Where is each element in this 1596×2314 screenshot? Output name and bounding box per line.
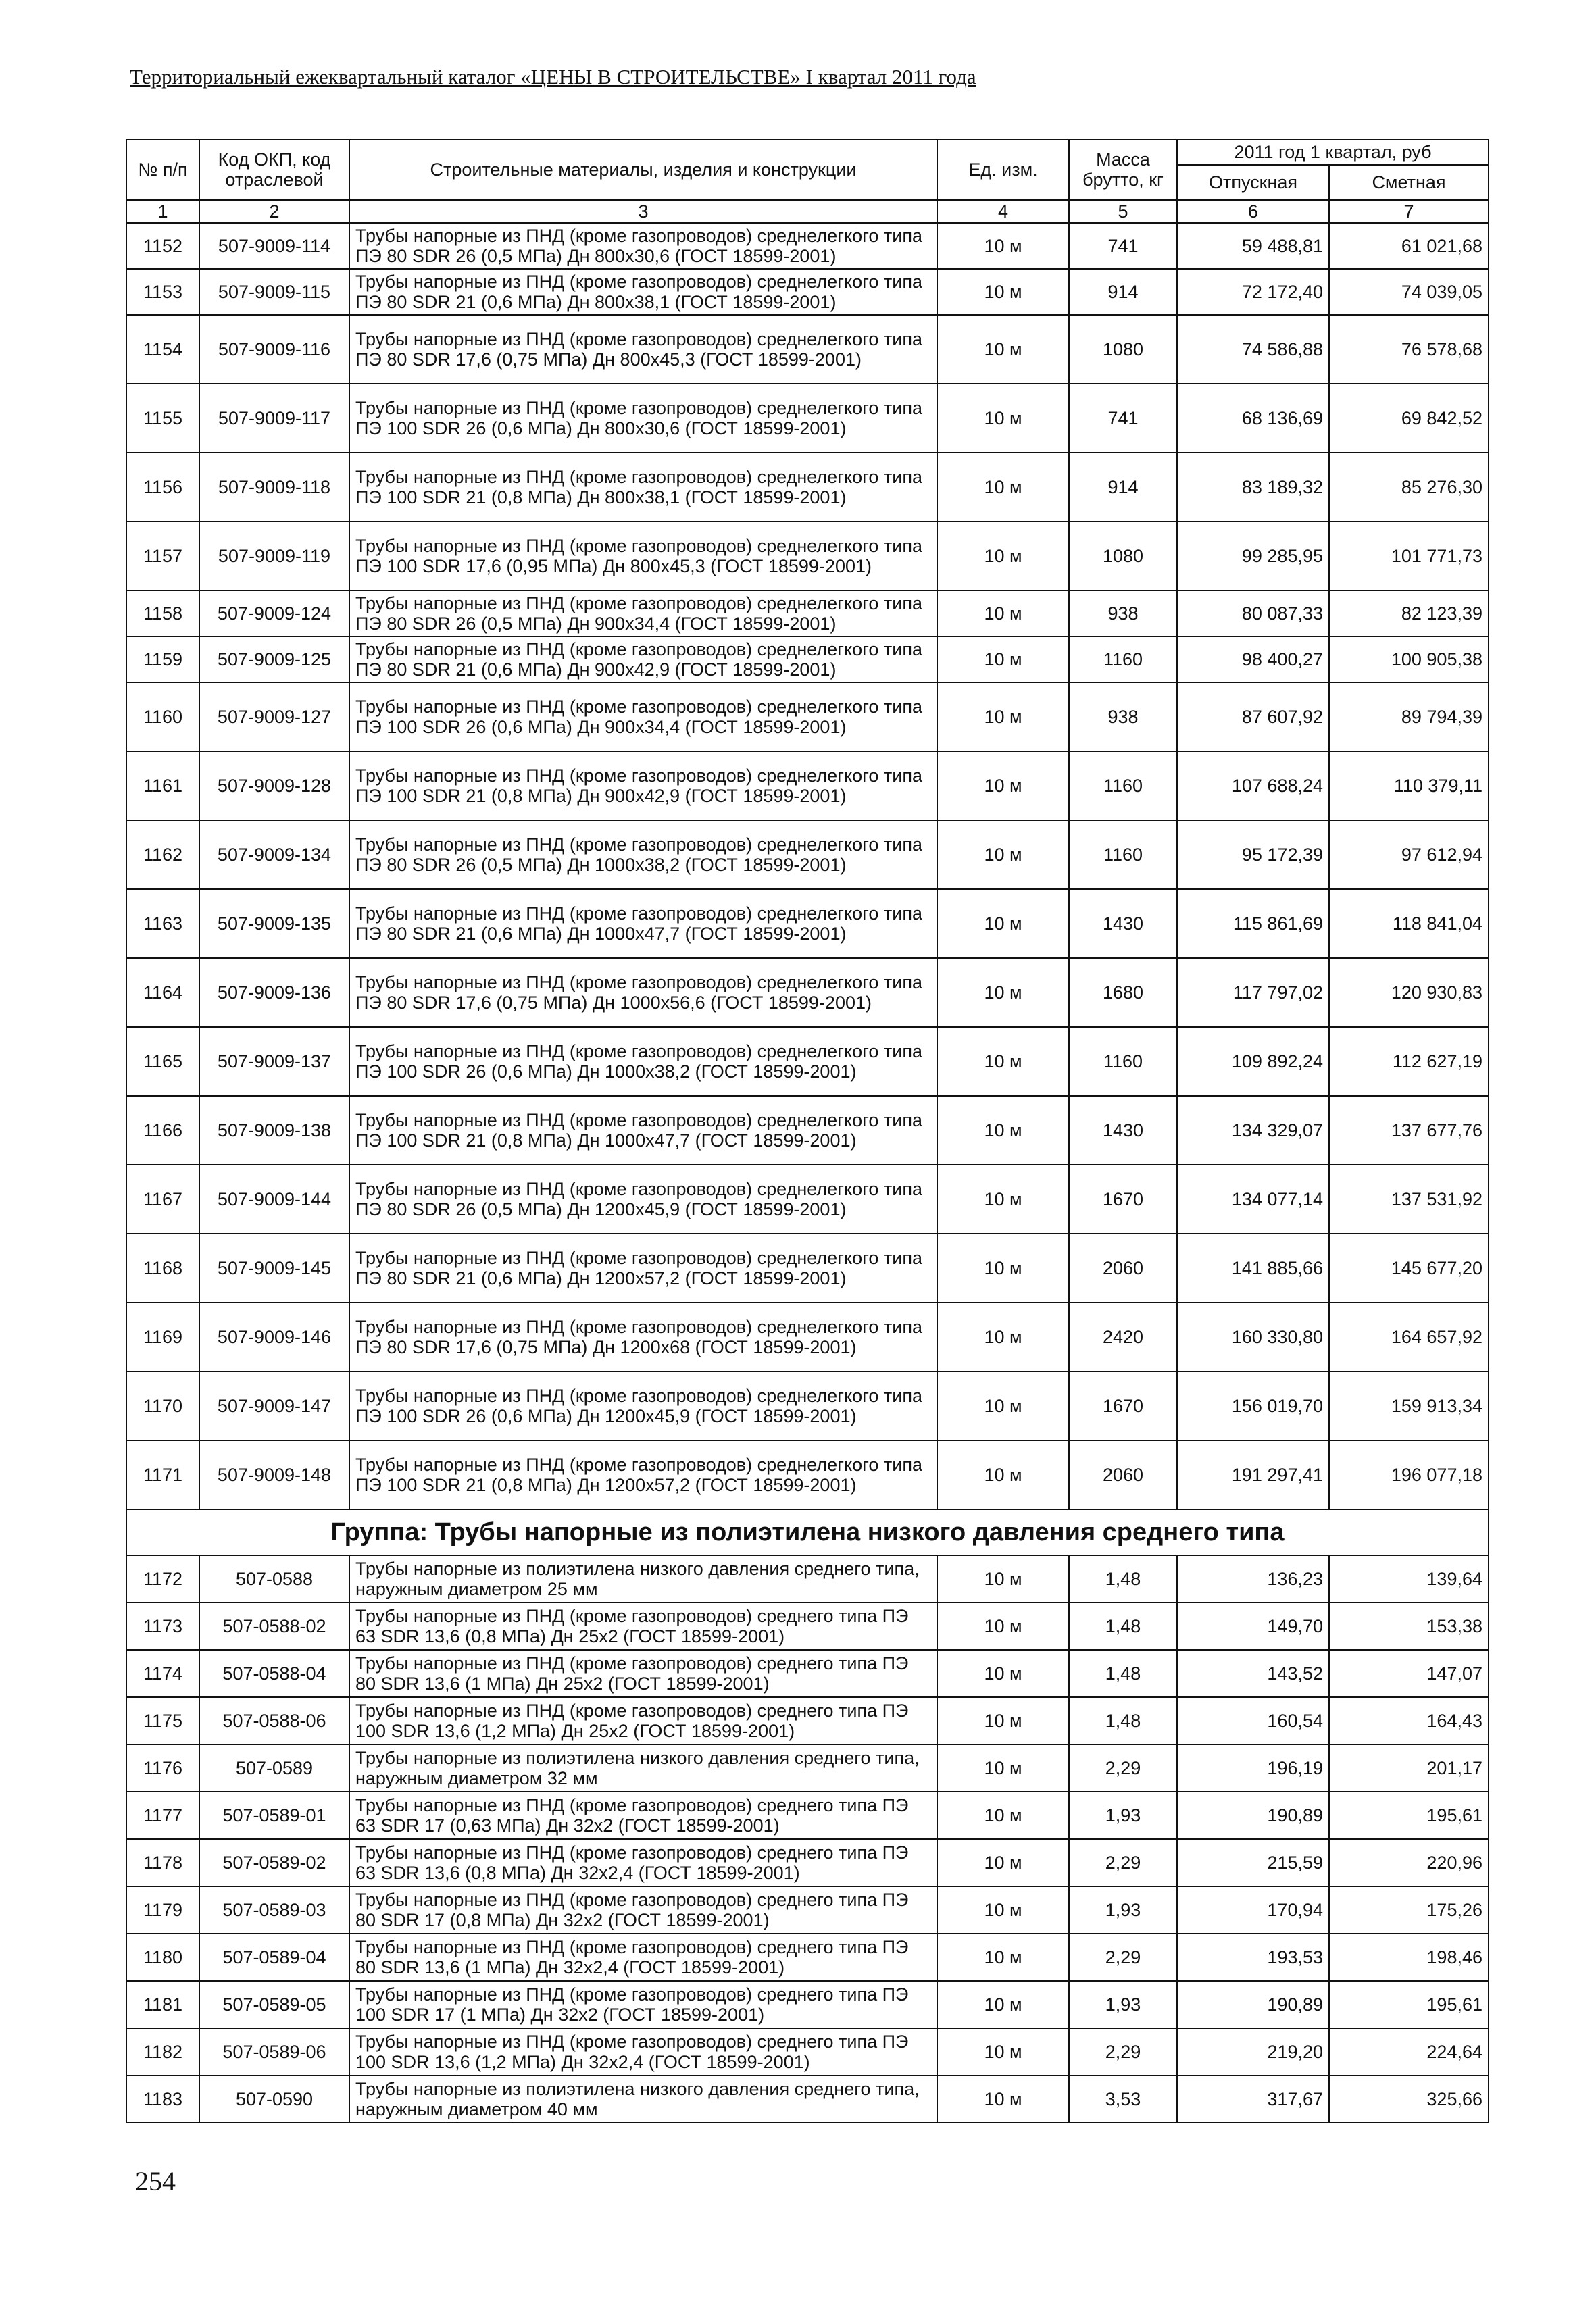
cell-estimate-price: 74 039,05 — [1329, 269, 1489, 315]
cell-mass: 938 — [1069, 682, 1177, 751]
cell-number: 1181 — [126, 1981, 199, 2028]
cell-number: 1183 — [126, 2076, 199, 2123]
cell-number: 1178 — [126, 1839, 199, 1886]
table-row — [126, 820, 1489, 889]
cell-unit: 10 м — [937, 1027, 1069, 1096]
col-header-unit: Ед. изм. — [937, 139, 1069, 200]
cell-mass: 938 — [1069, 590, 1177, 636]
col-header-mass: Масса брутто, кг — [1069, 139, 1177, 200]
cell-code: 507-9009-114 — [199, 223, 349, 269]
cell-release-price: 68 136,69 — [1177, 384, 1329, 453]
cell-estimate-price: 164,43 — [1329, 1697, 1489, 1744]
cell-estimate-price: 137 531,92 — [1329, 1165, 1489, 1234]
cell-unit: 10 м — [937, 1440, 1069, 1509]
cell-unit: 10 м — [937, 636, 1069, 682]
cell-mass: 1160 — [1069, 636, 1177, 682]
cell-mass: 914 — [1069, 453, 1177, 522]
cell-release-price: 80 087,33 — [1177, 590, 1329, 636]
cell-description: Трубы напорные из ПНД (кроме газопроводов) среднего типа ПЭ 80 SDR 13,6 (1 МПа) Дн 32x2,4 (ГОСТ 18599-2001) — [349, 1934, 937, 1981]
cell-release-price: 196,19 — [1177, 1744, 1329, 1792]
cell-estimate-price: 325,66 — [1329, 2076, 1489, 2123]
cell-description: Трубы напорные из ПНД (кроме газопроводов) среднелегкого типа ПЭ 80 SDR 21 (0,6 МПа) Дн 1200x57,2 (ГОСТ 18599-2001) — [349, 1234, 937, 1303]
cell-release-price: 149,70 — [1177, 1603, 1329, 1650]
cell-number: 1173 — [126, 1603, 199, 1650]
cell-number: 1170 — [126, 1372, 199, 1440]
cell-description: Трубы напорные из ПНД (кроме газопроводов) среднего типа ПЭ 80 SDR 13,6 (1 МПа) Дн 25x2 (ГОСТ 18599-2001) — [349, 1650, 937, 1697]
cell-estimate-price: 110 379,11 — [1329, 751, 1489, 820]
cell-description: Трубы напорные из ПНД (кроме газопроводов) среднего типа ПЭ 63 SDR 13,6 (0,8 МПа) Дн 25x2 (ГОСТ 18599-2001) — [349, 1603, 937, 1650]
table-row — [126, 1650, 1489, 1697]
cell-unit: 10 м — [937, 751, 1069, 820]
cell-mass: 1160 — [1069, 820, 1177, 889]
cell-code: 507-9009-144 — [199, 1165, 349, 1234]
cell-mass: 1670 — [1069, 1165, 1177, 1234]
cell-unit: 10 м — [937, 223, 1069, 269]
table-row — [126, 2028, 1489, 2076]
cell-unit: 10 м — [937, 590, 1069, 636]
cell-unit: 10 м — [937, 1886, 1069, 1934]
table-row — [126, 682, 1489, 751]
cell-number: 1171 — [126, 1440, 199, 1509]
cell-code: 507-0589-02 — [199, 1839, 349, 1886]
cell-description: Трубы напорные из ПНД (кроме газопроводов) среднелегкого типа ПЭ 80 SDR 17,6 (0,75 МПа) Дн 1200x68 (ГОСТ 18599-2001) — [349, 1303, 937, 1372]
cell-code: 507-9009-147 — [199, 1372, 349, 1440]
cell-mass: 1,48 — [1069, 1650, 1177, 1697]
cell-code: 507-0589-03 — [199, 1886, 349, 1934]
cell-code: 507-9009-138 — [199, 1096, 349, 1165]
cell-mass: 1,48 — [1069, 1603, 1177, 1650]
cell-unit: 10 м — [937, 315, 1069, 384]
cell-mass: 2,29 — [1069, 1934, 1177, 1981]
cell-estimate-price: 201,17 — [1329, 1744, 1489, 1792]
cell-release-price: 193,53 — [1177, 1934, 1329, 1981]
col-index: 3 — [349, 200, 937, 223]
cell-estimate-price: 118 841,04 — [1329, 889, 1489, 958]
table-row — [126, 1839, 1489, 1886]
cell-unit: 10 м — [937, 1744, 1069, 1792]
cell-description: Трубы напорные из ПНД (кроме газопроводов) среднелегкого типа ПЭ 100 SDR 26 (0,6 МПа) Дн 800x30,6 (ГОСТ 18599-2001) — [349, 384, 937, 453]
cell-estimate-price: 195,61 — [1329, 1792, 1489, 1839]
table-row — [126, 1697, 1489, 1744]
table-row — [126, 1096, 1489, 1165]
cell-number: 1166 — [126, 1096, 199, 1165]
cell-code: 507-0589 — [199, 1744, 349, 1792]
col-header-estimate-price: Сметная — [1329, 165, 1489, 200]
cell-estimate-price: 159 913,34 — [1329, 1372, 1489, 1440]
table-row — [126, 522, 1489, 590]
cell-unit: 10 м — [937, 1603, 1069, 1650]
cell-number: 1172 — [126, 1555, 199, 1603]
cell-number: 1154 — [126, 315, 199, 384]
cell-description: Трубы напорные из ПНД (кроме газопроводов) среднего типа ПЭ 80 SDR 17 (0,8 МПа) Дн 32x2 (ГОСТ 18599-2001) — [349, 1886, 937, 1934]
cell-number: 1180 — [126, 1934, 199, 1981]
table-row — [126, 751, 1489, 820]
cell-code: 507-0588 — [199, 1555, 349, 1603]
cell-mass: 1,93 — [1069, 1981, 1177, 2028]
col-index: 5 — [1069, 200, 1177, 223]
cell-code: 507-9009-125 — [199, 636, 349, 682]
cell-number: 1155 — [126, 384, 199, 453]
cell-estimate-price: 195,61 — [1329, 1981, 1489, 2028]
cell-number: 1156 — [126, 453, 199, 522]
cell-number: 1177 — [126, 1792, 199, 1839]
col-index: 4 — [937, 200, 1069, 223]
cell-mass: 2420 — [1069, 1303, 1177, 1372]
cell-number: 1163 — [126, 889, 199, 958]
col-index: 1 — [126, 200, 199, 223]
cell-description: Трубы напорные из ПНД (кроме газопроводов) среднелегкого типа ПЭ 80 SDR 17,6 (0,75 МПа) Дн 800x45,3 (ГОСТ 18599-2001) — [349, 315, 937, 384]
cell-code: 507-9009-117 — [199, 384, 349, 453]
cell-number: 1175 — [126, 1697, 199, 1744]
col-header-code: Код ОКП, код отраслевой — [199, 139, 349, 200]
cell-number: 1162 — [126, 820, 199, 889]
cell-estimate-price: 69 842,52 — [1329, 384, 1489, 453]
cell-release-price: 134 329,07 — [1177, 1096, 1329, 1165]
cell-mass: 2,29 — [1069, 1744, 1177, 1792]
cell-number: 1167 — [126, 1165, 199, 1234]
cell-release-price: 115 861,69 — [1177, 889, 1329, 958]
cell-unit: 10 м — [937, 2028, 1069, 2076]
cell-release-price: 219,20 — [1177, 2028, 1329, 2076]
cell-release-price: 190,89 — [1177, 1981, 1329, 2028]
cell-unit: 10 м — [937, 1839, 1069, 1886]
cell-unit: 10 м — [937, 1165, 1069, 1234]
cell-code: 507-0589-04 — [199, 1934, 349, 1981]
cell-unit: 10 м — [937, 1555, 1069, 1603]
cell-description: Трубы напорные из полиэтилена низкого давления среднего типа, наружным диаметром 32 мм — [349, 1744, 937, 1792]
group-title: Группа: Трубы напорные из полиэтилена низкого давления среднего типа — [126, 1509, 1489, 1555]
cell-number: 1153 — [126, 269, 199, 315]
cell-number: 1161 — [126, 751, 199, 820]
cell-description: Трубы напорные из ПНД (кроме газопроводов) среднелегкого типа ПЭ 80 SDR 26 (0,5 МПа) Дн 1000x38,2 (ГОСТ 18599-2001) — [349, 820, 937, 889]
cell-code: 507-9009-128 — [199, 751, 349, 820]
cell-code: 507-0590 — [199, 2076, 349, 2123]
cell-unit: 10 м — [937, 820, 1069, 889]
cell-estimate-price: 85 276,30 — [1329, 453, 1489, 522]
cell-release-price: 59 488,81 — [1177, 223, 1329, 269]
cell-number: 1176 — [126, 1744, 199, 1792]
cell-mass: 1,93 — [1069, 1886, 1177, 1934]
cell-number: 1157 — [126, 522, 199, 590]
cell-code: 507-9009-136 — [199, 958, 349, 1027]
cell-description: Трубы напорные из ПНД (кроме газопроводов) среднелегкого типа ПЭ 100 SDR 21 (0,8 МПа) Дн 1000x47,7 (ГОСТ 18599-2001) — [349, 1096, 937, 1165]
table-row — [126, 889, 1489, 958]
cell-unit: 10 м — [937, 958, 1069, 1027]
cell-unit: 10 м — [937, 1650, 1069, 1697]
cell-description: Трубы напорные из ПНД (кроме газопроводов) среднелегкого типа ПЭ 100 SDR 26 (0,6 МПа) Дн 1200x45,9 (ГОСТ 18599-2001) — [349, 1372, 937, 1440]
table-header — [126, 139, 1489, 223]
col-index: 2 — [199, 200, 349, 223]
table-row — [126, 1165, 1489, 1234]
cell-code: 507-9009-119 — [199, 522, 349, 590]
cell-unit: 10 м — [937, 453, 1069, 522]
table-row — [126, 2076, 1489, 2123]
cell-description: Трубы напорные из ПНД (кроме газопроводов) среднелегкого типа ПЭ 80 SDR 21 (0,6 МПа) Дн 800x38,1 (ГОСТ 18599-2001) — [349, 269, 937, 315]
cell-code: 507-9009-148 — [199, 1440, 349, 1509]
cell-description: Трубы напорные из ПНД (кроме газопроводов) среднего типа ПЭ 63 SDR 13,6 (0,8 МПа) Дн 32x2,4 (ГОСТ 18599-2001) — [349, 1839, 937, 1886]
cell-release-price: 215,59 — [1177, 1839, 1329, 1886]
cell-release-price: 191 297,41 — [1177, 1440, 1329, 1509]
cell-unit: 10 м — [937, 384, 1069, 453]
cell-mass: 2,29 — [1069, 1839, 1177, 1886]
cell-estimate-price: 175,26 — [1329, 1886, 1489, 1934]
cell-code: 507-9009-116 — [199, 315, 349, 384]
cell-unit: 10 м — [937, 1981, 1069, 2028]
cell-code: 507-0588-04 — [199, 1650, 349, 1697]
cell-mass: 2,29 — [1069, 2028, 1177, 2076]
table-row — [126, 1440, 1489, 1509]
cell-release-price: 317,67 — [1177, 2076, 1329, 2123]
table-row — [126, 223, 1489, 269]
table-row — [126, 1234, 1489, 1303]
cell-release-price: 136,23 — [1177, 1555, 1329, 1603]
table-body-medium-type — [126, 1555, 1489, 2123]
cell-description: Трубы напорные из ПНД (кроме газопроводов) среднелегкого типа ПЭ 80 SDR 21 (0,6 МПа) Дн 1000x47,7 (ГОСТ 18599-2001) — [349, 889, 937, 958]
col-header-materials: Строительные материалы, изделия и конструкции — [349, 139, 937, 200]
cell-estimate-price: 196 077,18 — [1329, 1440, 1489, 1509]
col-index: 7 — [1329, 200, 1489, 223]
cell-number: 1159 — [126, 636, 199, 682]
cell-number: 1182 — [126, 2028, 199, 2076]
cell-estimate-price: 145 677,20 — [1329, 1234, 1489, 1303]
cell-mass: 1,48 — [1069, 1697, 1177, 1744]
cell-unit: 10 м — [937, 2076, 1069, 2123]
price-table — [126, 139, 1489, 2123]
cell-estimate-price: 139,64 — [1329, 1555, 1489, 1603]
cell-release-price: 109 892,24 — [1177, 1027, 1329, 1096]
cell-description: Трубы напорные из ПНД (кроме газопроводов) среднелегкого типа ПЭ 100 SDR 26 (0,6 МПа) Дн 1000x38,2 (ГОСТ 18599-2001) — [349, 1027, 937, 1096]
cell-mass: 1080 — [1069, 315, 1177, 384]
cell-release-price: 156 019,70 — [1177, 1372, 1329, 1440]
cell-number: 1179 — [126, 1886, 199, 1934]
cell-mass: 1,48 — [1069, 1555, 1177, 1603]
cell-release-price: 107 688,24 — [1177, 751, 1329, 820]
cell-estimate-price: 120 930,83 — [1329, 958, 1489, 1027]
cell-estimate-price: 82 123,39 — [1329, 590, 1489, 636]
cell-mass: 741 — [1069, 384, 1177, 453]
cell-estimate-price: 224,64 — [1329, 2028, 1489, 2076]
cell-unit: 10 м — [937, 1697, 1069, 1744]
cell-mass: 1430 — [1069, 889, 1177, 958]
cell-mass: 1,93 — [1069, 1792, 1177, 1839]
cell-estimate-price: 147,07 — [1329, 1650, 1489, 1697]
cell-mass: 1160 — [1069, 751, 1177, 820]
cell-code: 507-9009-118 — [199, 453, 349, 522]
cell-unit: 10 м — [937, 522, 1069, 590]
cell-number: 1158 — [126, 590, 199, 636]
cell-release-price: 72 172,40 — [1177, 269, 1329, 315]
cell-mass: 3,53 — [1069, 2076, 1177, 2123]
table-row — [126, 1027, 1489, 1096]
cell-mass: 2060 — [1069, 1234, 1177, 1303]
cell-description: Трубы напорные из ПНД (кроме газопроводов) среднелегкого типа ПЭ 100 SDR 21 (0,8 МПа) Дн 800x38,1 (ГОСТ 18599-2001) — [349, 453, 937, 522]
cell-number: 1169 — [126, 1303, 199, 1372]
table-row — [126, 1981, 1489, 2028]
cell-number: 1168 — [126, 1234, 199, 1303]
cell-unit: 10 м — [937, 1096, 1069, 1165]
column-index-row — [126, 200, 1489, 223]
cell-release-price: 190,89 — [1177, 1792, 1329, 1839]
cell-estimate-price: 76 578,68 — [1329, 315, 1489, 384]
table-row — [126, 315, 1489, 384]
cell-description: Трубы напорные из полиэтилена низкого давления среднего типа, наружным диаметром 40 мм — [349, 2076, 937, 2123]
cell-mass: 1670 — [1069, 1372, 1177, 1440]
table-row — [126, 1934, 1489, 1981]
cell-estimate-price: 112 627,19 — [1329, 1027, 1489, 1096]
col-header-period: 2011 год 1 квартал, руб — [1177, 139, 1489, 165]
cell-description: Трубы напорные из ПНД (кроме газопроводов) среднелегкого типа ПЭ 80 SDR 17,6 (0,75 МПа) Дн 1000x56,6 (ГОСТ 18599-2001) — [349, 958, 937, 1027]
cell-description: Трубы напорные из ПНД (кроме газопроводов) среднего типа ПЭ 100 SDR 13,6 (1,2 МПа) Дн 32x2,4 (ГОСТ 18599-2001) — [349, 2028, 937, 2076]
cell-unit: 10 м — [937, 1792, 1069, 1839]
table-row — [126, 1603, 1489, 1650]
cell-estimate-price: 137 677,76 — [1329, 1096, 1489, 1165]
cell-estimate-price: 198,46 — [1329, 1934, 1489, 1981]
cell-description: Трубы напорные из ПНД (кроме газопроводов) среднелегкого типа ПЭ 100 SDR 21 (0,8 МПа) Дн 900x42,9 (ГОСТ 18599-2001) — [349, 751, 937, 820]
cell-release-price: 160 330,80 — [1177, 1303, 1329, 1372]
cell-number: 1174 — [126, 1650, 199, 1697]
cell-release-price: 143,52 — [1177, 1650, 1329, 1697]
table-row — [126, 1372, 1489, 1440]
cell-code: 507-0589-06 — [199, 2028, 349, 2076]
cell-description: Трубы напорные из ПНД (кроме газопроводов) среднелегкого типа ПЭ 80 SDR 26 (0,5 МПа) Дн 800x30,6 (ГОСТ 18599-2001) — [349, 223, 937, 269]
cell-unit: 10 м — [937, 1934, 1069, 1981]
cell-description: Трубы напорные из ПНД (кроме газопроводов) среднего типа ПЭ 100 SDR 17 (1 МПа) Дн 32x2 (ГОСТ 18599-2001) — [349, 1981, 937, 2028]
cell-code: 507-9009-124 — [199, 590, 349, 636]
table-row — [126, 590, 1489, 636]
table-row — [126, 958, 1489, 1027]
table-row — [126, 1744, 1489, 1792]
cell-unit: 10 м — [937, 1303, 1069, 1372]
cell-release-price: 99 285,95 — [1177, 522, 1329, 590]
table-row — [126, 384, 1489, 453]
cell-unit: 10 м — [937, 1372, 1069, 1440]
cell-unit: 10 м — [937, 1234, 1069, 1303]
cell-mass: 741 — [1069, 223, 1177, 269]
group-section — [126, 1509, 1489, 1555]
cell-mass: 1680 — [1069, 958, 1177, 1027]
cell-release-price: 95 172,39 — [1177, 820, 1329, 889]
cell-description: Трубы напорные из ПНД (кроме газопроводов) среднего типа ПЭ 63 SDR 17 (0,63 МПа) Дн 32x2 (ГОСТ 18599-2001) — [349, 1792, 937, 1839]
cell-release-price: 117 797,02 — [1177, 958, 1329, 1027]
cell-release-price: 74 586,88 — [1177, 315, 1329, 384]
cell-code: 507-0588-06 — [199, 1697, 349, 1744]
table-row — [126, 269, 1489, 315]
table-row — [126, 453, 1489, 522]
cell-mass: 1160 — [1069, 1027, 1177, 1096]
cell-description: Трубы напорные из ПНД (кроме газопроводов) среднелегкого типа ПЭ 100 SDR 17,6 (0,95 МПа) Дн 800x45,3 (ГОСТ 18599-2001) — [349, 522, 937, 590]
table-row — [126, 1792, 1489, 1839]
cell-number: 1160 — [126, 682, 199, 751]
col-index: 6 — [1177, 200, 1329, 223]
cell-code: 507-0588-02 — [199, 1603, 349, 1650]
cell-unit: 10 м — [937, 682, 1069, 751]
cell-code: 507-9009-146 — [199, 1303, 349, 1372]
cell-estimate-price: 220,96 — [1329, 1839, 1489, 1886]
cell-code: 507-9009-134 — [199, 820, 349, 889]
cell-description: Трубы напорные из ПНД (кроме газопроводов) среднего типа ПЭ 100 SDR 13,6 (1,2 МПа) Дн 25x2 (ГОСТ 18599-2001) — [349, 1697, 937, 1744]
table-body-light-type — [126, 223, 1489, 1509]
cell-description: Трубы напорные из ПНД (кроме газопроводов) среднелегкого типа ПЭ 80 SDR 21 (0,6 МПа) Дн 900x42,9 (ГОСТ 18599-2001) — [349, 636, 937, 682]
cell-estimate-price: 89 794,39 — [1329, 682, 1489, 751]
cell-estimate-price: 97 612,94 — [1329, 820, 1489, 889]
page-header-title: Территориальный ежеквартальный каталог «ЦЕНЫ В СТРОИТЕЛЬСТВЕ» I квартал 2011 года — [130, 65, 976, 89]
table-row — [126, 636, 1489, 682]
cell-release-price: 170,94 — [1177, 1886, 1329, 1934]
cell-description: Трубы напорные из полиэтилена низкого давления среднего типа, наружным диаметром 25 мм — [349, 1555, 937, 1603]
group-header-row — [126, 1509, 1489, 1555]
table-row — [126, 1303, 1489, 1372]
cell-code: 507-9009-115 — [199, 269, 349, 315]
cell-description: Трубы напорные из ПНД (кроме газопроводов) среднелегкого типа ПЭ 100 SDR 21 (0,8 МПа) Дн 1200x57,2 (ГОСТ 18599-2001) — [349, 1440, 937, 1509]
cell-unit: 10 м — [937, 889, 1069, 958]
cell-number: 1164 — [126, 958, 199, 1027]
cell-code: 507-9009-135 — [199, 889, 349, 958]
cell-mass: 1430 — [1069, 1096, 1177, 1165]
cell-estimate-price: 153,38 — [1329, 1603, 1489, 1650]
cell-number: 1165 — [126, 1027, 199, 1096]
cell-release-price: 141 885,66 — [1177, 1234, 1329, 1303]
cell-code: 507-0589-01 — [199, 1792, 349, 1839]
cell-description: Трубы напорные из ПНД (кроме газопроводов) среднелегкого типа ПЭ 80 SDR 26 (0,5 МПа) Дн 900x34,4 (ГОСТ 18599-2001) — [349, 590, 937, 636]
cell-estimate-price: 164 657,92 — [1329, 1303, 1489, 1372]
cell-number: 1152 — [126, 223, 199, 269]
cell-release-price: 134 077,14 — [1177, 1165, 1329, 1234]
cell-code: 507-9009-137 — [199, 1027, 349, 1096]
cell-mass: 914 — [1069, 269, 1177, 315]
cell-release-price: 87 607,92 — [1177, 682, 1329, 751]
cell-release-price: 98 400,27 — [1177, 636, 1329, 682]
cell-description: Трубы напорные из ПНД (кроме газопроводов) среднелегкого типа ПЭ 80 SDR 26 (0,5 МПа) Дн 1200x45,9 (ГОСТ 18599-2001) — [349, 1165, 937, 1234]
col-header-release-price: Отпускная — [1177, 165, 1329, 200]
cell-unit: 10 м — [937, 269, 1069, 315]
cell-release-price: 160,54 — [1177, 1697, 1329, 1744]
cell-description: Трубы напорные из ПНД (кроме газопроводов) среднелегкого типа ПЭ 100 SDR 26 (0,6 МПа) Дн 900x34,4 (ГОСТ 18599-2001) — [349, 682, 937, 751]
col-header-num: № п/п — [126, 139, 199, 200]
cell-estimate-price: 101 771,73 — [1329, 522, 1489, 590]
cell-estimate-price: 61 021,68 — [1329, 223, 1489, 269]
table-row — [126, 1886, 1489, 1934]
cell-code: 507-0589-05 — [199, 1981, 349, 2028]
cell-mass: 2060 — [1069, 1440, 1177, 1509]
cell-mass: 1080 — [1069, 522, 1177, 590]
table-row — [126, 1555, 1489, 1603]
page-number: 254 — [135, 2166, 176, 2196]
cell-code: 507-9009-127 — [199, 682, 349, 751]
cell-estimate-price: 100 905,38 — [1329, 636, 1489, 682]
cell-release-price: 83 189,32 — [1177, 453, 1329, 522]
cell-code: 507-9009-145 — [199, 1234, 349, 1303]
